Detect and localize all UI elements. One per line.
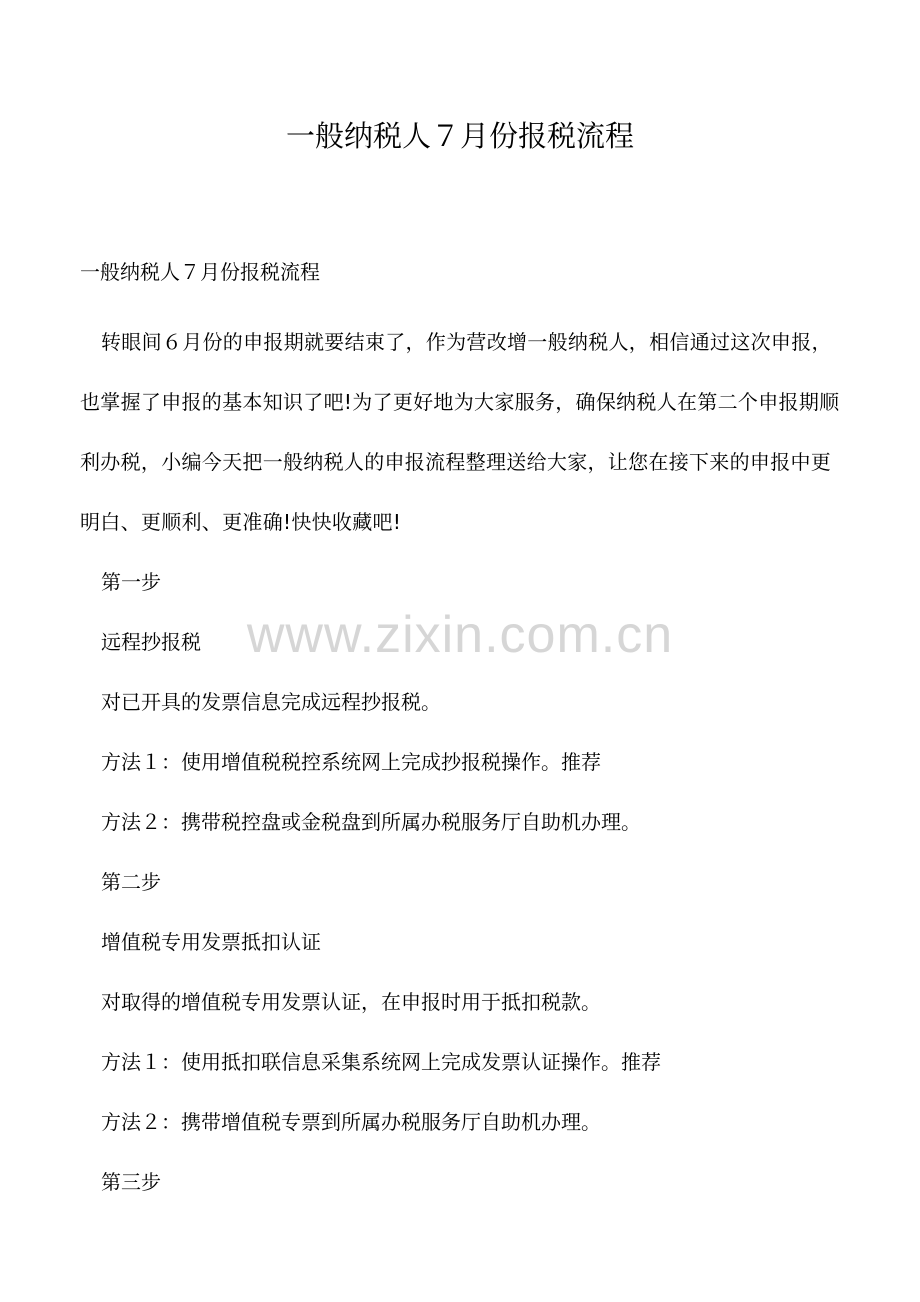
step-title: 远程抄报税	[101, 630, 201, 654]
step-title: 增值税专用发票抵扣认证	[101, 930, 321, 954]
method-item: 方法１：使用抵扣联信息采集系统网上完成发票认证操作。推荐	[101, 1050, 661, 1074]
step-heading: 第三步	[101, 1170, 161, 1194]
method-item: 方法１：使用增值税税控系统网上完成抄报税操作。推荐	[101, 750, 601, 774]
step-heading: 第二步	[101, 870, 161, 894]
page-title: 一般纳税人７月份报税流程	[285, 119, 634, 153]
step-heading: 第一步	[101, 570, 161, 594]
watermark: www.zixin.com.cn	[246, 606, 674, 664]
document-subtitle: 一般纳税人７月份报税流程	[80, 260, 320, 284]
step-description: 对已开具的发票信息完成远程抄报税。	[101, 690, 441, 714]
step-description: 对取得的增值税专用发票认证，在申报时用于抵扣税款。	[101, 990, 601, 1014]
method-item: 方法２：携带税控盘或金税盘到所属办税服务厅自助机办理。	[101, 810, 641, 834]
intro-paragraph: 转眼间６月份的申报期就要结束了，作为营改增一般纳税人，相信通过这次申报，也掌握了申报的基本知识了吧!为了更好地为大家服务，确保纳税人在第二个申报期顺利办税，小编今天把一般纳税人的申报流程整理送给大家，让您在接下来的申报中更明白、更顺利、更准确!快快收藏吧!	[80, 330, 840, 534]
document-body	[80, 252, 845, 1212]
method-item: 方法２：携带增值税专票到所属办税服务厅自助机办理。	[101, 1110, 601, 1134]
